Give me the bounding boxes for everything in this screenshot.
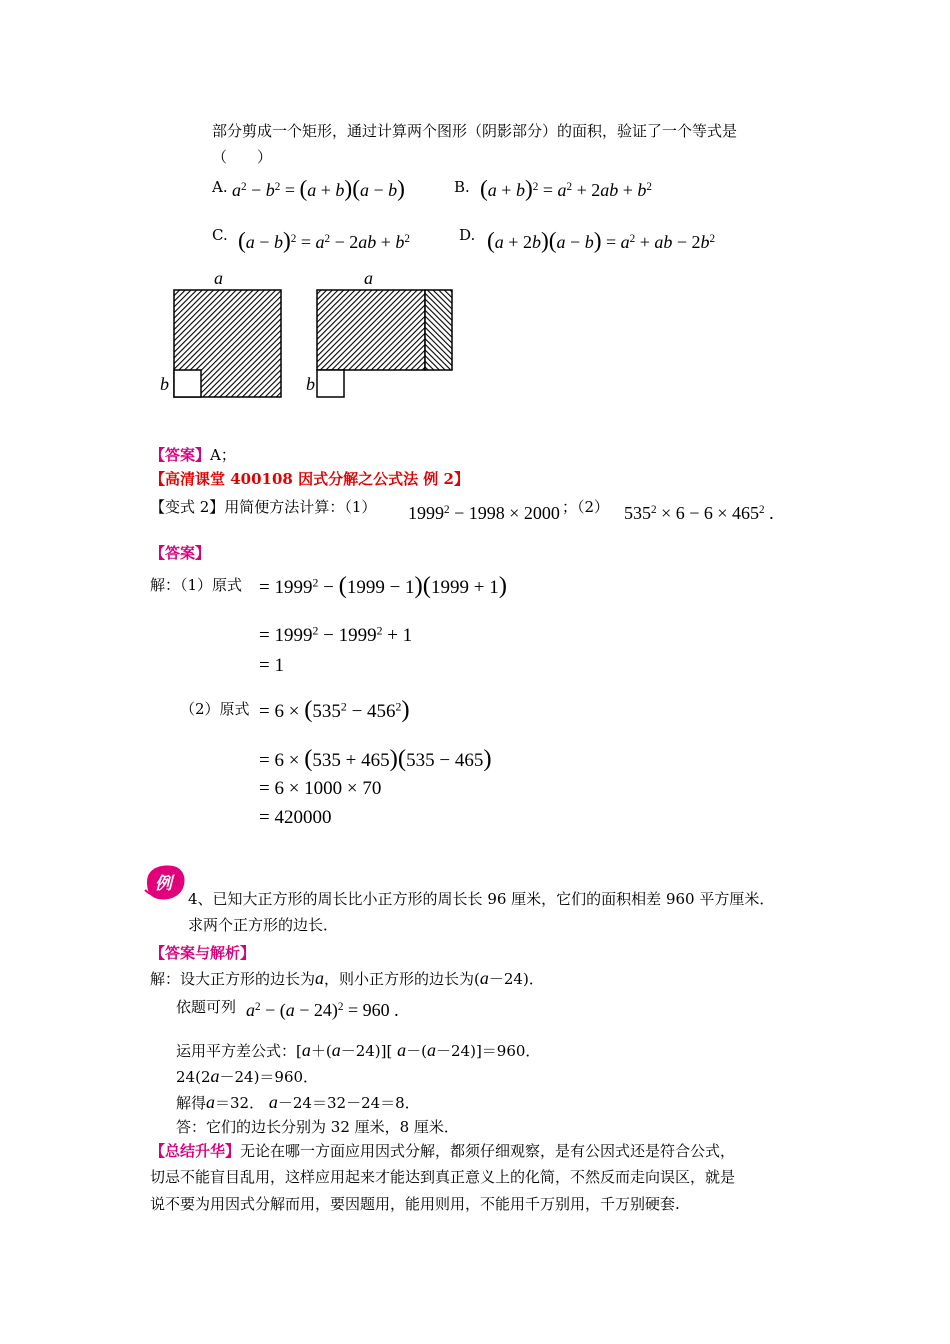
solution1-step1: = $1999^2 - (1999 - 1)(1999 + 1)$ bbox=[259, 572, 507, 599]
figure-left-square bbox=[174, 290, 281, 397]
option-d-formula: $(a + 2b)(a - b) = a^2$ + ab − $2b^2$ bbox=[487, 228, 716, 254]
answer-value: A； bbox=[210, 446, 236, 464]
solution2-prefix: （2）原式 bbox=[180, 700, 250, 718]
summary-line2: 切忌不能盲目乱用，这样应用起来才能达到真正意义上的化简，不然反而走向误区，就是 bbox=[150, 1168, 736, 1186]
svg-text:例: 例 bbox=[155, 874, 172, 894]
solution2-step3: = 6 × 1000 × 70 bbox=[259, 778, 382, 799]
question-text-line1: 部分剪成一个矩形，通过计算两个图形（阴影部分）的面积，验证了一个等式是 bbox=[212, 122, 738, 140]
figure-left-label-b: b bbox=[160, 374, 169, 394]
solution2-step1: = $6 \times (535^2 - 456^2)$ bbox=[259, 696, 410, 723]
figure-right-label-a: a bbox=[364, 268, 373, 288]
solution1-step2: = $1999^2 - 1999^2 + 1$ bbox=[259, 624, 413, 646]
option-a-formula: $a^2 - b^2 = (a + b)(a - b)$ bbox=[232, 176, 405, 202]
answer-tag: 【答案】 bbox=[150, 446, 211, 464]
example4-sol-line5: 解得a＝32． a－24＝32－24＝8． bbox=[176, 1092, 420, 1112]
example4-sol-line4: 24(2a－24)＝960． bbox=[176, 1066, 319, 1086]
figure-right-label-b: b bbox=[306, 374, 315, 394]
example4-sol-line2: 依题可列 bbox=[176, 998, 237, 1016]
variant2-expr1: $1999^2 - 1998 \times 2000$ bbox=[408, 503, 560, 523]
question-blank: （ ） bbox=[212, 148, 273, 166]
summary-line1: 【总结升华】无论在哪一方面应用因式分解，都须仔细观察，是有公因式还是符合公式， bbox=[150, 1142, 736, 1160]
example4-equation: $a^2 - (a - 24)^2 = 960$ . bbox=[246, 1000, 399, 1020]
option-c-label: C. bbox=[212, 226, 228, 244]
summary-line3: 说不要为用因式分解而用，要因题用，能用则用，不能用千万别用，千万别硬套. bbox=[150, 1195, 680, 1213]
variant2-expr2: $535^2 \times 6 - 6 \times 465^2$ . bbox=[624, 503, 774, 523]
solution2-step4: = 420000 bbox=[259, 807, 332, 828]
solution1-prefix: 解：（1）原式 bbox=[150, 576, 243, 594]
option-b-label: B. bbox=[454, 178, 470, 196]
figure-right-rectangle bbox=[317, 290, 452, 397]
area-figure bbox=[150, 268, 470, 408]
example-badge bbox=[143, 862, 187, 902]
variant2-label: 【变式 2】用简便方法计算：（1） bbox=[150, 498, 377, 516]
solution2-step2: = 6 × (535 + 465)(535 − 465) bbox=[259, 745, 492, 772]
section-heading: 【高清课堂 400108 因式分解之公式法 例 2】 bbox=[150, 470, 469, 488]
option-a-label: A. bbox=[212, 178, 228, 196]
option-d-label: D. bbox=[459, 226, 476, 244]
example4-sol-line1: 解：设大正方形的边长为a，则小正方形的边长为(a－24)． bbox=[150, 968, 544, 988]
variant2-answer-tag: 【答案】 bbox=[150, 544, 211, 562]
option-b-formula: $(a + b)^2 = a^2 + 2ab + b^2$ bbox=[480, 176, 652, 202]
figure-left-label-a: a bbox=[214, 268, 223, 288]
variant2-part2-label: ；（2） bbox=[562, 498, 610, 516]
q3-answer bbox=[150, 444, 236, 465]
example4-answer-tag: 【答案与解析】 bbox=[150, 944, 256, 962]
option-c-formula: $(a - b)^2 = a^2 - 2ab + b^2$ bbox=[238, 228, 410, 254]
example4-line1: 4、已知大正方形的周长比小正方形的周长长 96 厘米，它们的面积相差 960 平方厘米． bbox=[188, 890, 775, 908]
example4-line2: 求两个正方形的边长． bbox=[188, 916, 339, 934]
example4-sol-line3: 运用平方差公式：[a＋(a－24)][ a－(a－24)]＝960． bbox=[176, 1040, 541, 1060]
solution1-step3: = 1 bbox=[259, 655, 284, 676]
example4-sol-line6: 答：它们的边长分别为 32 厘米，8 厘米． bbox=[176, 1118, 459, 1136]
